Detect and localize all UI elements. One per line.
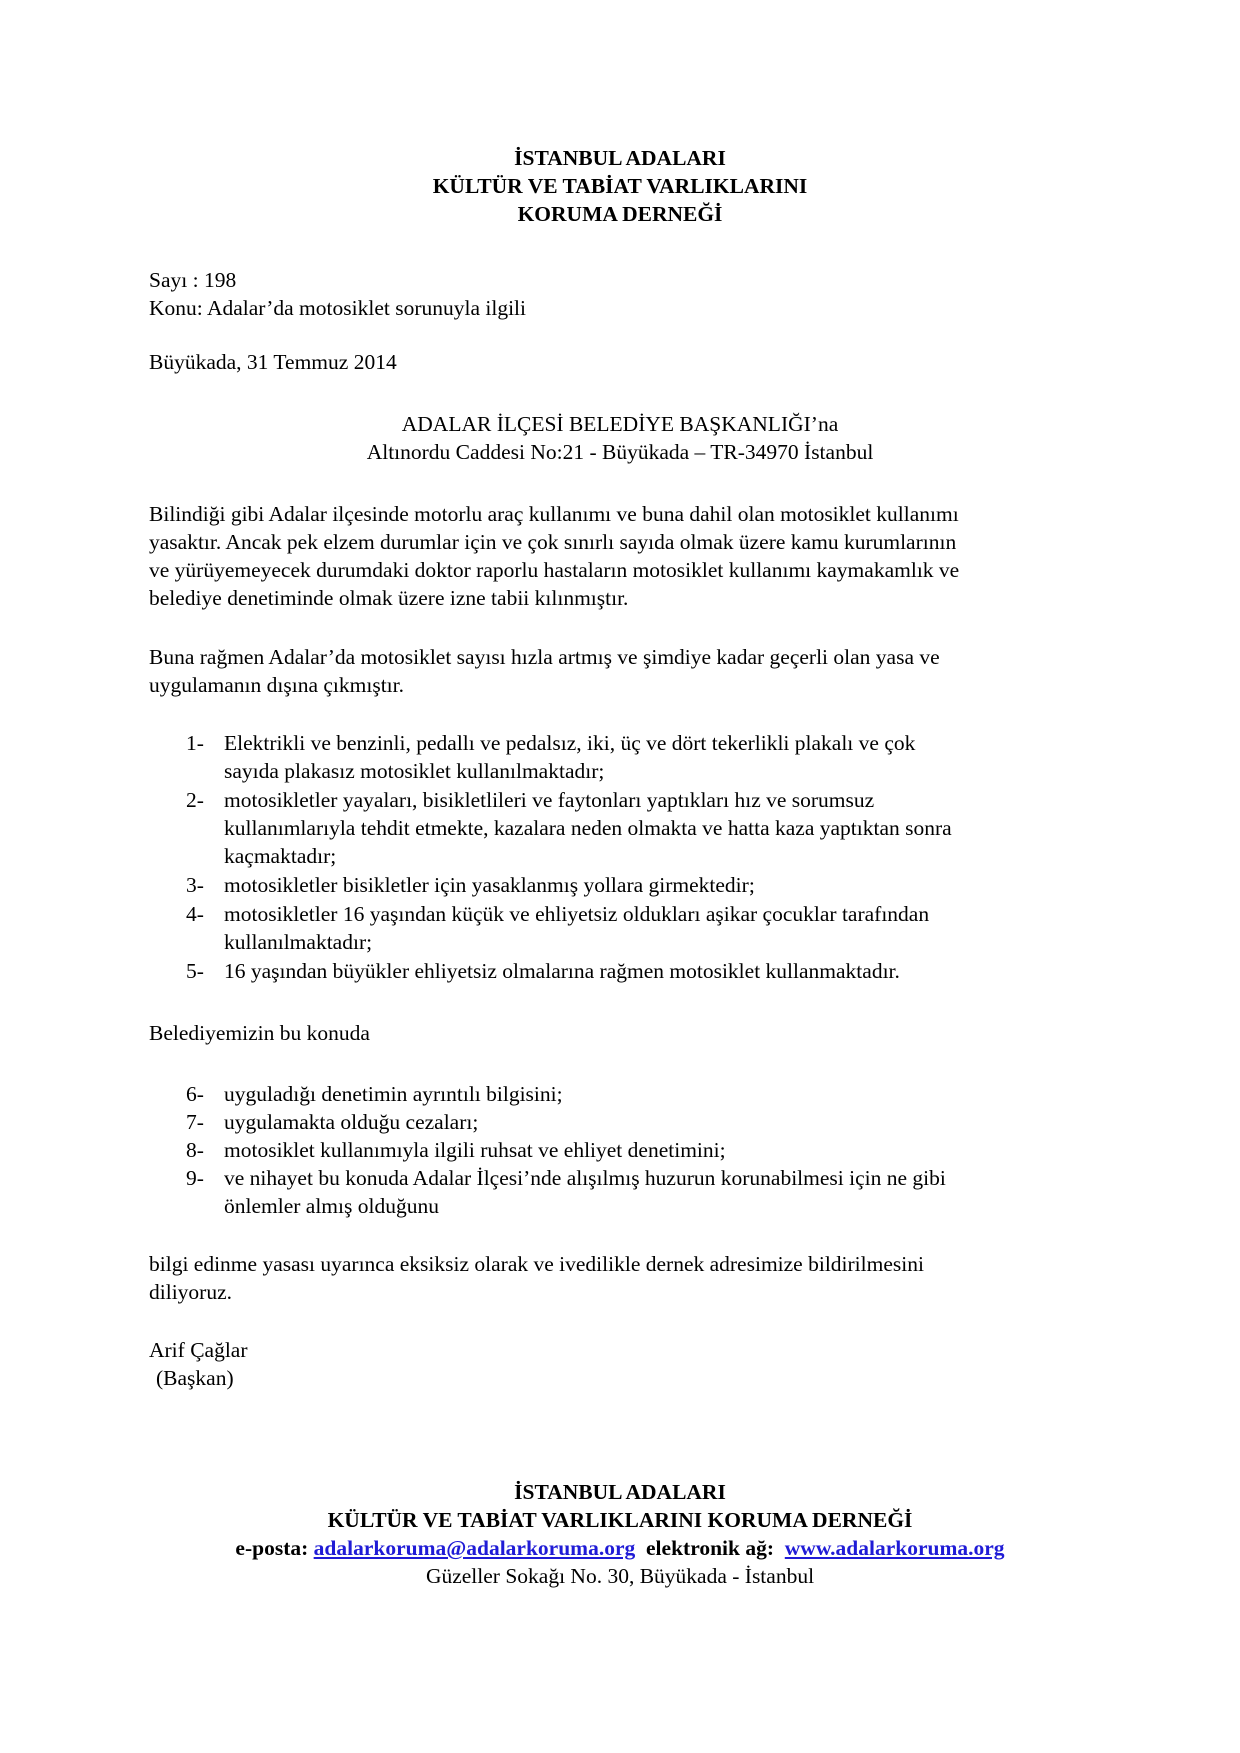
paragraph-2-line: uygulamanın dışına çıkmıştır.	[149, 673, 404, 697]
list-item-text: ve nihayet bu konuda Adalar İlçesi’nde alışılmış huzurun korunabilmesi için ne gibi	[224, 1166, 946, 1190]
signatory-name: Arif Çağlar	[149, 1338, 248, 1362]
list-item	[0, 1164, 1240, 1220]
paragraph-1-line: Bilindiği gibi Adalar ilçesinde motorlu araç kullanımı ve buna dahil olan motosiklet kullanımı	[149, 502, 959, 526]
list-item-text: motosikletler bisikletler için yasaklanmış yollara girmektedir;	[224, 873, 755, 897]
list-item	[0, 1108, 1240, 1136]
list-item-number: 4-	[186, 902, 204, 926]
list-item-number: 1-	[186, 731, 204, 755]
header-line-1: İSTANBUL ADALARI	[514, 146, 726, 170]
list-item	[0, 957, 1240, 985]
paragraph-1-line: ve yürüyemeyecek durumdaki doktor raporlu hastaların motosiklet kullanımı kaymakamlık ve	[149, 558, 960, 582]
signatory-title: (Başkan)	[156, 1366, 234, 1390]
closing-line: diliyoruz.	[149, 1280, 232, 1304]
list-item-number: 8-	[186, 1138, 204, 1162]
list-item-text: Elektrikli ve benzinli, pedallı ve pedalsız, iki, üç ve dört tekerlikli plakalı ve çok	[224, 731, 916, 755]
recipient-name: ADALAR İLÇESİ BELEDİYE BAŞKANLIĞI’na	[401, 412, 839, 436]
list-item-number: 3-	[186, 873, 204, 897]
footer-line-1: İSTANBUL ADALARI	[514, 1480, 726, 1504]
list-item-text: uyguladığı denetimin ayrıntılı bilgisini;	[224, 1082, 563, 1106]
footer-line-2: KÜLTÜR VE TABİAT VARLIKLARINI KORUMA DERNEĞİ	[327, 1508, 913, 1532]
list-item-text: kullanılmaktadır;	[224, 930, 373, 954]
email-label: e-posta:	[235, 1536, 309, 1560]
footer-contact	[0, 1534, 1240, 1562]
paragraph-2-line: Buna rağmen Adalar’da motosiklet sayısı hızla artmış ve şimdiye kadar geçerli olan yasa ve	[149, 645, 940, 669]
list-item	[0, 871, 1240, 899]
list-item-text: kullanımlarıyla tehdit etmekte, kazalara neden olmakta ve hatta kaza yaptıktan sonra	[224, 816, 952, 840]
list-item-text: kaçmaktadır;	[224, 844, 337, 868]
list-item	[0, 729, 1240, 785]
list-item	[0, 786, 1240, 870]
list-item-text: sayıda plakasız motosiklet kullanılmaktadır;	[224, 759, 605, 783]
header-line-2: KÜLTÜR VE TABİAT VARLIKLARINI	[432, 174, 808, 198]
list-item-text: motosiklet kullanımıyla ilgili ruhsat ve ehliyet denetimini;	[224, 1138, 726, 1162]
footer-address: Güzeller Sokağı No. 30, Büyükada - İstanbul	[425, 1564, 815, 1588]
list-item	[0, 1080, 1240, 1108]
list-item-text: önlemler almış olduğunu	[224, 1194, 439, 1218]
request-intro: Belediyemizin bu konuda	[149, 1021, 370, 1045]
list-item	[0, 900, 1240, 956]
list-item-text: motosikletler yayaları, bisikletlileri ve faytonları yaptıkları hız ve sorumsuz	[224, 788, 875, 812]
list-item-number: 7-	[186, 1110, 204, 1134]
list-item-text: 16 yaşından büyükler ehliyetsiz olmalarına rağmen motosiklet kullanmaktadır.	[224, 959, 900, 983]
list-item-number: 9-	[186, 1166, 204, 1190]
paragraph-1-line: yasaktır. Ancak pek elzem durumlar için ve çok sınırlı sayıda olmak üzere kamu kurumlarının	[149, 530, 957, 554]
list-item-number: 6-	[186, 1082, 204, 1106]
closing-line: bilgi edinme yasası uyarınca eksiksiz olarak ve ivedilikle dernek adresimize bildirilmesini	[149, 1252, 924, 1276]
date-line: Büyükada, 31 Temmuz 2014	[149, 350, 397, 374]
recipient-address: Altınordu Caddesi No:21 - Büyükada – TR-34970 İstanbul	[366, 440, 874, 464]
email-link[interactable]: adalarkoruma@adalarkoruma.org	[313, 1536, 636, 1560]
header-line-3: KORUMA DERNEĞİ	[517, 202, 723, 226]
paragraph-1-line: belediye denetiminde olmak üzere izne tabii kılınmıştır.	[149, 586, 629, 610]
list-item-number: 2-	[186, 788, 204, 812]
list-item-text: uygulamakta olduğu cezaları;	[224, 1110, 479, 1134]
subject: Konu: Adalar’da motosiklet sorunuyla ilgili	[149, 296, 526, 320]
website-label: elektronik ağ:	[646, 1536, 775, 1560]
list-item	[0, 1136, 1240, 1164]
website-link[interactable]: www.adalarkoruma.org	[784, 1536, 1005, 1560]
list-item-text: motosikletler 16 yaşından küçük ve ehliyetsiz oldukları aşikar çocuklar tarafından	[224, 902, 930, 926]
reference-number: Sayı : 198	[149, 268, 237, 292]
list-item-number: 5-	[186, 959, 204, 983]
